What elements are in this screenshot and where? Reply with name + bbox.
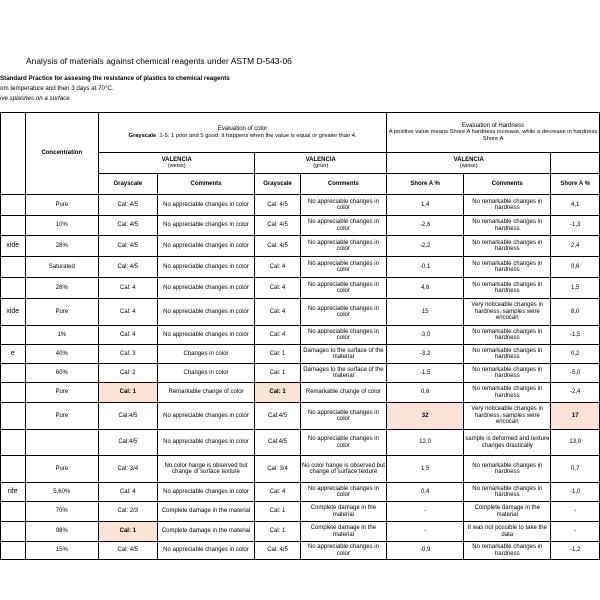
standard-line: Standard Practice for assesing the resistance of plastics to chemical reagents: [0, 75, 230, 82]
reagent-cell: [1, 430, 26, 456]
splash-line: ive splashes on a surface: [0, 95, 70, 102]
shore-cell-1: -3,0: [387, 326, 464, 345]
reagent-cell: xide: [1, 236, 26, 257]
shore-cell-1: 0,6: [387, 383, 464, 403]
shore-cell-1: -0,1: [387, 257, 464, 278]
shore-cell-2: -5,0: [551, 364, 600, 383]
shore-cell-2: 4,1: [551, 195, 600, 216]
comment-cell-2: Remarkable change of color: [300, 383, 386, 403]
conc-cell: Saturated: [25, 257, 98, 278]
reagent-cell: [1, 195, 26, 216]
grayscale-cell-2: Cal: 1: [255, 522, 300, 542]
comment-cell-3: Very noticeable changes in hardness, samples were encocan: [464, 403, 551, 430]
comment-cell-3: No remarkable changes in hardness: [464, 483, 551, 502]
shore-cell-2: 1,5: [551, 278, 600, 299]
grayscale-scale-text: :1-5: 1 poor and 5 good. It happens when the value is equal or greater than 4.: [157, 132, 357, 139]
comment-cell-3: No remarkable changes in hardness: [464, 326, 551, 345]
grayscale-cell-2: Cal: 1: [255, 383, 300, 403]
grayscale-cell-2: Cal: 4/5: [255, 195, 300, 216]
shore-cell-1: 12,0: [387, 430, 464, 456]
grayscale-cell-2: Cal: 1: [255, 345, 300, 364]
conc-cell: 60%: [25, 364, 98, 383]
shore-cell-1: 4,6: [387, 278, 464, 299]
grayscale-cell-1: Cal: 3: [99, 345, 158, 364]
comment-cell-1: No appreciable changes in color: [157, 299, 255, 326]
comment-cell-3: Complete damage in the material: [464, 502, 551, 522]
comment-cell-2: No appreciable changes in color: [300, 236, 386, 257]
comment-cell-1: No appreciable changes in color: [157, 403, 255, 430]
hardness-evaluation-header: [387, 113, 600, 153]
brand-header-4: [551, 153, 600, 174]
reagent-cell: [1, 502, 26, 522]
shore-cell-2: 0,6: [551, 257, 600, 278]
comment-cell-1: No appreciable changes in color: [157, 216, 255, 236]
conc-cell: Pure: [25, 195, 98, 216]
comment-cell-1: Complete damage in the material: [157, 522, 255, 542]
grayscale-cell-2: Cal: 1: [255, 502, 300, 522]
reagent-cell: rife: [1, 483, 26, 502]
comment-cell-1: No appreciable changes in color: [157, 542, 255, 560]
grayscale-cell-1: Cal: 4: [99, 278, 158, 299]
color-evaluation-title: Evaluation of color: [217, 126, 268, 133]
comment-cell-2: Complete damage in the material: [300, 522, 386, 542]
comment-cell-1: No appreciable changes in color: [157, 278, 255, 299]
reagent-cell: [1, 403, 26, 430]
comment-cell-1: No appreciable changes in color: [157, 430, 255, 456]
comment-cell-1: No color hange is observed but change of surface texture: [157, 456, 255, 483]
color-evaluation-header: [99, 113, 387, 153]
comment-cell-3: Very noticeable changes in hardness, samples were encocan: [464, 299, 551, 326]
color-evaluation-note: [100, 133, 385, 139]
comment-cell-2: No appreciable changes in color: [300, 195, 386, 216]
concentration-header: Concentration: [25, 113, 98, 195]
conditions-line: om temperature and then 3 days at 70°C.: [0, 85, 114, 92]
comment-cell-3: No remarkable changes in hardness: [464, 278, 551, 299]
comment-cell-2: No appreciable changes in color: [300, 403, 386, 430]
comment-cell-2: No appreciable changes in color: [300, 542, 386, 560]
hardness-evaluation-note: A positive value means Shore A hardness increase, while a decrease in hardness Shore A: [388, 129, 598, 142]
reagent-cell: [1, 216, 26, 236]
grayscale-cell-2: Cal: 4: [255, 278, 300, 299]
conc-cell: 28%: [25, 278, 98, 299]
comment-cell-2: No appreciable changes in color: [300, 430, 386, 456]
grayscale-cell-1: Cal: 1: [99, 522, 158, 542]
comment-cell-3: No remarkable changes in hardness: [464, 456, 551, 483]
comment-cell-1: No appreciable changes in color: [157, 326, 255, 345]
comment-cell-3: No remarkable changes in hardness: [464, 257, 551, 278]
conc-cell: 15%: [25, 542, 98, 560]
shore-cell-1: -: [387, 522, 464, 542]
shore-cell-2: -: [551, 502, 600, 522]
shore-cell-2: -1,5: [551, 326, 600, 345]
shore-header-1: Shore A %: [387, 174, 464, 195]
shore-cell-2: -1,2: [551, 542, 600, 560]
reagent-cell: [1, 278, 26, 299]
conc-cell: 10%: [25, 216, 98, 236]
comment-cell-1: Remarkable change of color: [157, 383, 255, 403]
comment-cell-3: No remarkable changes in hardness: [464, 542, 551, 560]
brand-2-name: VALENCIA: [305, 156, 336, 163]
conc-cell: Pure: [25, 299, 98, 326]
reagent-cell: [1, 542, 26, 560]
shore-cell-1: 1,4: [387, 195, 464, 216]
shore-cell-1: 1,5: [387, 456, 464, 483]
conc-cell: 28%: [25, 236, 98, 257]
comment-cell-1: Changes in color: [157, 364, 255, 383]
shore-cell-1: -2,2: [387, 236, 464, 257]
grayscale-cell-2: Cal: 4: [255, 326, 300, 345]
comment-cell-2: No appreciable changes in color: [300, 216, 386, 236]
hardness-evaluation-title: Evaluation of Hardness: [462, 123, 525, 130]
grayscale-cell-1: Cal:4/5: [99, 403, 158, 430]
comment-cell-2: No appreciable changes in color: [300, 257, 386, 278]
conc-cell: 1%: [25, 326, 98, 345]
conc-cell: Pure: [25, 403, 98, 430]
conc-cell: Pure: [25, 383, 98, 403]
shore-cell-2: -1,3: [551, 216, 600, 236]
comment-cell-1: No appreciable changes in color: [157, 236, 255, 257]
grayscale-cell-2: Cal: 4/5: [255, 216, 300, 236]
grayscale-cell-1: Cal: 4: [99, 299, 158, 326]
brand-1-name: VALENCIA: [161, 156, 192, 163]
shore-cell-2: -2,4: [551, 383, 600, 403]
brand-header-1: [99, 153, 255, 174]
grayscale-cell-1: Cal: 3/4: [99, 456, 158, 483]
comment-cell-2: No color hange is observed but change of surface texture: [300, 456, 386, 483]
reagent-cell: e: [1, 345, 26, 364]
comment-cell-2: No appreciable changes in color: [300, 326, 386, 345]
shore-cell-1: -: [387, 502, 464, 522]
reagent-cell: [1, 456, 26, 483]
reagent-cell: [1, 326, 26, 345]
grayscale-cell-2: Cal: 4/5: [255, 542, 300, 560]
comments-header-2: Comments: [300, 174, 386, 195]
conc-cell: 98%: [25, 522, 98, 542]
shore-cell-1: 32: [387, 403, 464, 430]
reagent-cell: [1, 257, 26, 278]
brand-header-3: [387, 153, 551, 174]
shore-cell-2: 0,2: [551, 345, 600, 364]
grayscale-cell-1: Cal: 4/5: [99, 216, 158, 236]
results-table: [0, 112, 600, 560]
shore-cell-1: 15: [387, 299, 464, 326]
shore-cell-1: -3,2: [387, 345, 464, 364]
comment-cell-3: No remarkable changes in hardness: [464, 345, 551, 364]
grayscale-cell-1: Cal: 4/5: [99, 257, 158, 278]
reagent-header-cell: [1, 113, 26, 195]
reagent-cell: [1, 522, 26, 542]
grayscale-cell-1: Cal: 4/5: [99, 542, 158, 560]
grayscale-cell-2: Cal: 3/4: [255, 456, 300, 483]
brand-3-name: VALENCIA: [453, 156, 484, 163]
reagent-cell: [1, 383, 26, 403]
conc-cell: Pure: [25, 456, 98, 483]
comment-cell-2: Complete damage in the material: [300, 502, 386, 522]
comment-cell-2: Damages to the surface of the material: [300, 364, 386, 383]
grayscale-cell-1: Cal: 4: [99, 326, 158, 345]
grayscale-cell-2: Cal: 4: [255, 299, 300, 326]
comment-cell-1: No appreciable changes in color: [157, 257, 255, 278]
comment-cell-2: No appreciable changes in color: [300, 483, 386, 502]
grayscale-label: Grayscale: [128, 132, 157, 139]
grayscale-cell-1: Cal: 1: [99, 383, 158, 403]
comments-header-1: Comments: [157, 174, 255, 195]
document-title: Analysis of materials against chemical reagents under ASTM D-543-06: [26, 56, 292, 66]
comment-cell-1: Changes in color: [157, 345, 255, 364]
conc-cell: 70%: [25, 502, 98, 522]
grayscale-cell-2: Cal:4/5: [255, 430, 300, 456]
grayscale-cell-2: Cal: 4/5: [255, 236, 300, 257]
shore-cell-2: 17: [551, 403, 600, 430]
comment-cell-3: No remarkable changes in hardness: [464, 216, 551, 236]
grayscale-cell-1: Cal: 2/3: [99, 502, 158, 522]
shore-cell-2: 13,0: [551, 430, 600, 456]
shore-cell-1: -1,5: [387, 364, 464, 383]
grayscale-cell-2: Cal: 4: [255, 483, 300, 502]
comment-cell-3: No remarkable changes in hardness: [464, 195, 551, 216]
grayscale-cell-1: Cal:4/5: [99, 430, 158, 456]
grayscale-header-1: Grayscale: [99, 174, 158, 195]
reagent-cell: xide: [1, 299, 26, 326]
shore-header-2: Shore A %: [551, 174, 600, 195]
shore-cell-2: -: [551, 522, 600, 542]
comment-cell-1: No appreciable changes in color: [157, 483, 255, 502]
brand-3-variant: (weiss): [459, 163, 478, 170]
conc-cell: [25, 430, 98, 456]
comment-cell-3: sample is deformed and texture changes drastically: [464, 430, 551, 456]
comment-cell-3: No remarkable changes in hardness: [464, 236, 551, 257]
brand-2-variant: (grün): [313, 163, 329, 170]
comment-cell-3: It was not possible to take the data: [464, 522, 551, 542]
comment-cell-2: Damages to the surface of the material: [300, 345, 386, 364]
comments-header-3: Comments: [464, 174, 551, 195]
grayscale-cell-2: Cal: 4: [255, 257, 300, 278]
shore-cell-2: 8,0: [551, 299, 600, 326]
comment-cell-2: No appreciable changes in color: [300, 299, 386, 326]
conc-cell: 40%: [25, 345, 98, 364]
shore-cell-1: -0,9: [387, 542, 464, 560]
grayscale-cell-2: Cal:4/5: [255, 403, 300, 430]
grayscale-cell-1: Cal: 2: [99, 364, 158, 383]
grayscale-cell-2: Cal: 1: [255, 364, 300, 383]
grayscale-cell-1: Cal: 4: [99, 483, 158, 502]
comment-cell-3: No remarkable changes in hardness: [464, 364, 551, 383]
shore-cell-2: -1,0: [551, 483, 600, 502]
shore-cell-1: 0,4: [387, 483, 464, 502]
comment-cell-1: No appreciable changes in color: [157, 195, 255, 216]
grayscale-header-2: Grayscale: [255, 174, 300, 195]
comment-cell-2: No appreciable changes in color: [300, 278, 386, 299]
comment-cell-3: No remarkable changes in hardness: [464, 383, 551, 403]
brand-1-variant: (weiss): [167, 163, 186, 170]
shore-cell-2: 2,4: [551, 236, 600, 257]
comment-cell-1: Complete damage in the material: [157, 502, 255, 522]
grayscale-cell-1: Cal: 4/5: [99, 236, 158, 257]
shore-cell-2: 0,7: [551, 456, 600, 483]
shore-cell-1: -2,6: [387, 216, 464, 236]
reagent-cell: [1, 364, 26, 383]
brand-header-2: [255, 153, 387, 174]
conc-cell: 5,60%: [25, 483, 98, 502]
grayscale-cell-1: Cal: 4/5: [99, 195, 158, 216]
